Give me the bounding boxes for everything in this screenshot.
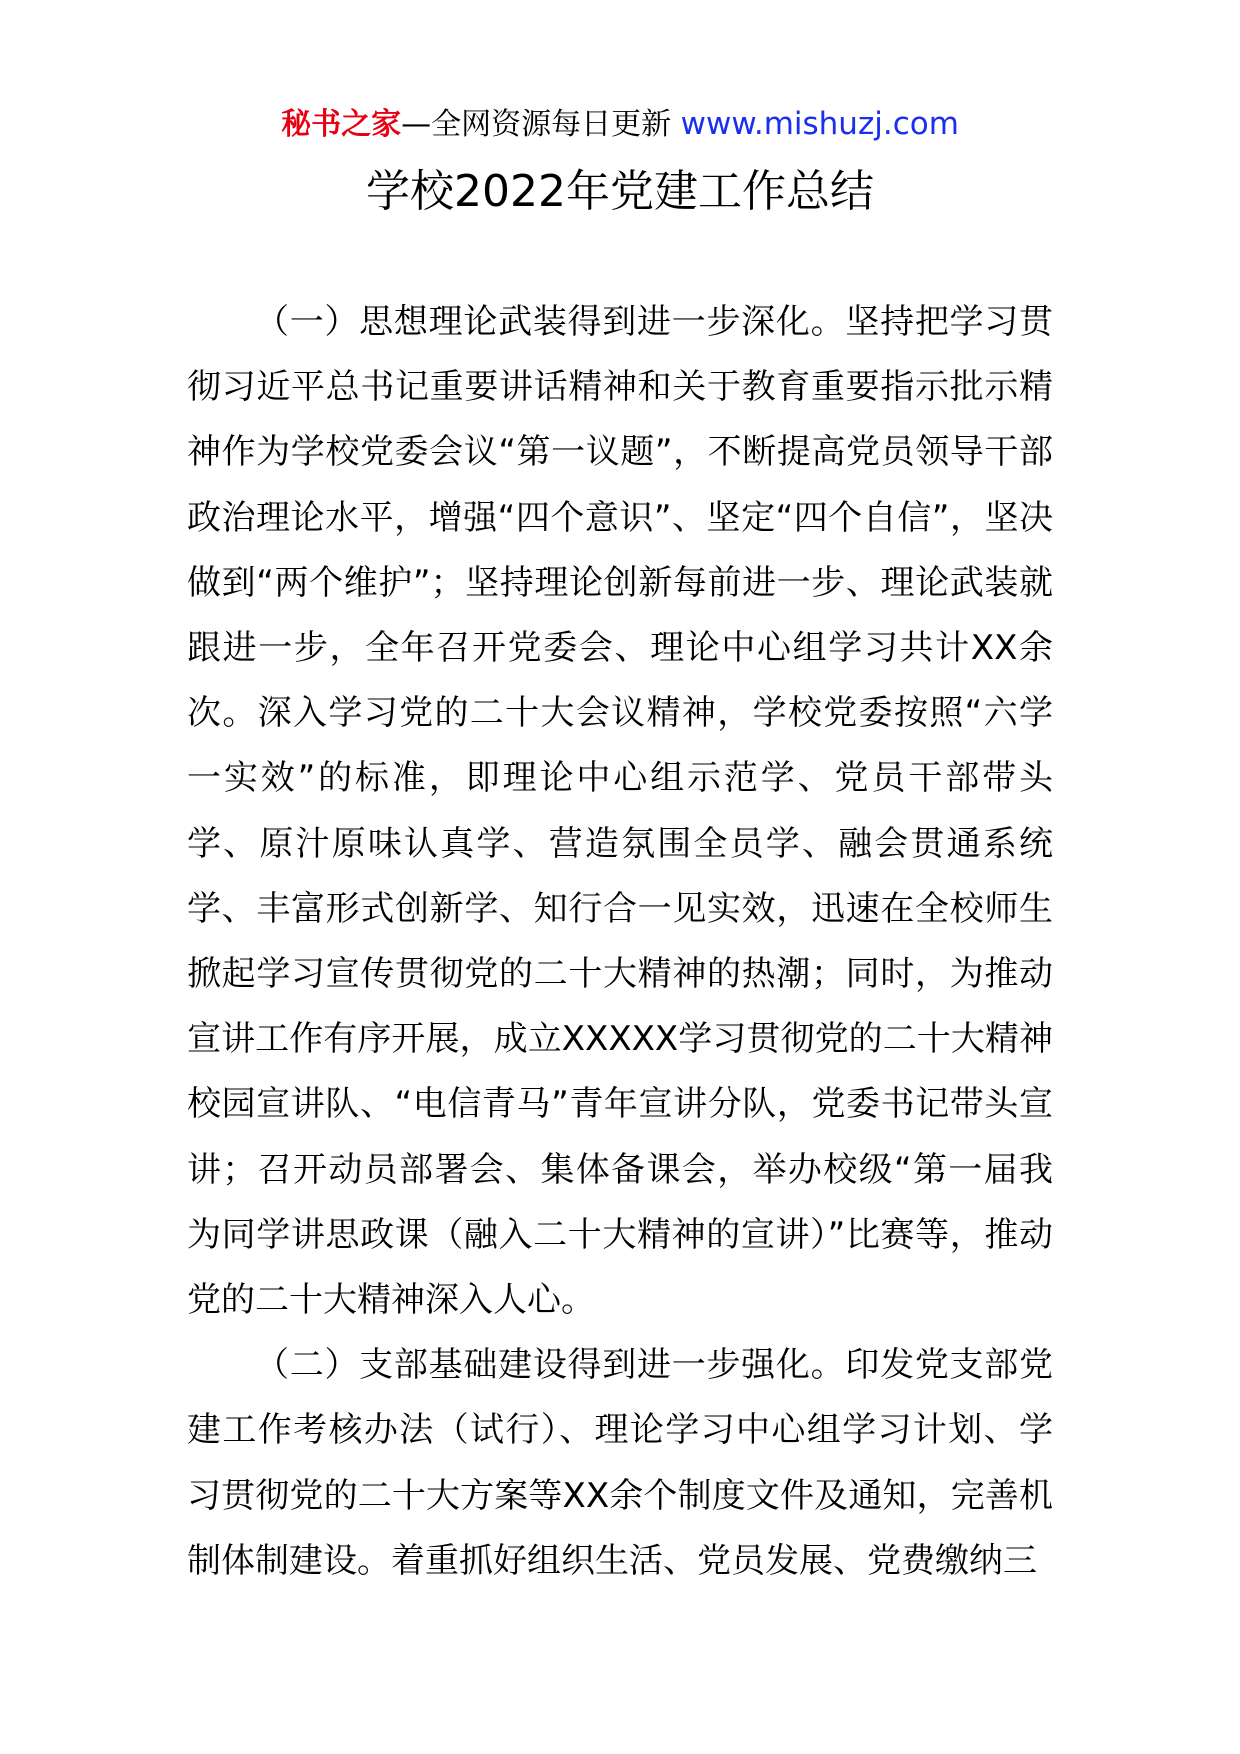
document-title: 学校2022年党建工作总结 [366,166,874,217]
paragraph-2: （二）支部基础建设得到进一步强化。印发党支部党建工作考核办法（试行）、理论学习中心组学习计划、学习贯彻党的二十大方案等XX余个制度文件及通知，完善机制体制建设。着重抓好组织生活、党员发展、党费缴纳三 [187,1345,1053,1581]
paragraph-1: （一）思想理论武装得到进一步深化。坚持把学习贯彻习近平总书记重要讲话精神和关于教育重要指示批示精神作为学校党委会议“第一议题”，不断提高党员领导干部政治理论水平，增强“四个意识”、坚定“四个自信”，坚决做到“两个维护”；坚持理论创新每前进一步、理论武装就跟进一步，全年召开党委会、理论中心组学习共计XX余次。深入学习党的二十大会议精神，学校党委按照“六学一实效”的标准，即理论中心组示范学、党员干部带头学、原汁原味认真学、营造氛围全员学、融会贯通系统学、丰富形式创新学、知行合一见实效，迅速在全校师生掀起学习宣传贯彻党的二十大精神的热潮；同时，为推动宣讲工作有序开展，成立XXXXX学习贯彻党的二十大精神校园宣讲队、“电信青马”青年宣讲分队，党委书记带头宣讲；召开动员部署会、集体备课会，举办校级“第一届我为同学讲思政课（融入二十大精神的宣讲）”比赛等，推动党的二十大精神深入人心。 [187,302,1053,1321]
site-banner [0,102,1240,147]
banner-tagline: —全网资源每日更新 [401,107,681,142]
document-body [187,290,1053,1594]
brand-name: 秘书之家 [281,107,402,142]
site-url-link[interactable]: www.mishuzj.com [680,106,959,142]
